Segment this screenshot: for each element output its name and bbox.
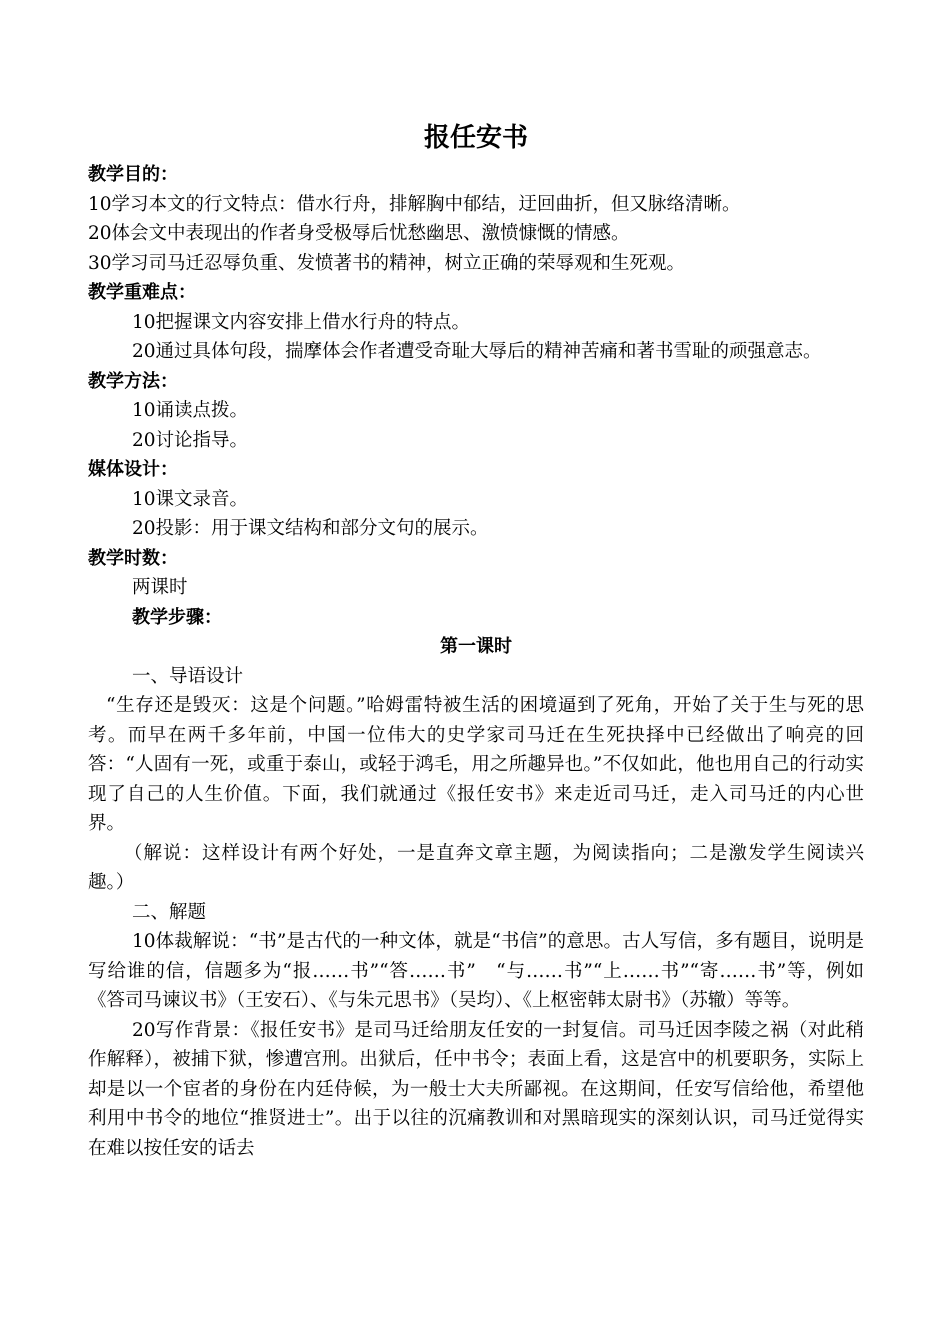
objective-3: 30学习司马迁忍辱负重、发愤著书的精神，树立正确的荣辱观和生死观。	[88, 252, 686, 274]
methods-heading: 教学方法：	[88, 370, 178, 392]
hours-value: 两课时	[132, 577, 188, 598]
steps-heading: 教学步骤：	[132, 606, 222, 628]
background-paragraph: 20写作背景：《报任安书》是司马迁给朋友任安的一封复信。司马迁因李陵之祸（对此稍作解释），被捕下狱，惨遭宫刑。出狱后，任中书令；表面上看，这是宫中的机要职务，实际上却是以一个宦者的身份在内廷侍候，为一般士大夫所鄙视。在这期间，任安写信给他，希望他利用中书令的地位“推贤进士”。出于以往的沉痛教训和对黑暗现实的深刻认识，司马迁觉得实在难以按任安的话去	[88, 1019, 864, 1159]
document-title: 报任安书	[423, 123, 528, 153]
intro-paragraph: “生存还是毁灭：这是个问题。”哈姆雷特被生活的困境逼到了死角，开始了关于生与死的思考。而早在两千多年前，中国一位伟大的史学家司马迁在生死抉择中已经做出了响亮的回答：“人固有一死，或重于泰山，或轻于鸿毛，用之所趣异也。”不仅如此，他也用自己的行动实现了自己的人生价值。下面，我们就通过《报任安书》来走近司马迁，走入司马迁的内心世界。	[88, 695, 864, 834]
lesson-1-heading: 第一课时	[440, 636, 512, 657]
keypoint-1: 10把握课文内容安排上借水行舟的特点。	[132, 311, 471, 333]
keypoint-2: 20通过具体句段，揣摩体会作者遭受奇耻大辱后的精神苦痛和著书雪耻的顽强意志。	[132, 341, 822, 362]
section-2-heading: 二、解题	[132, 901, 207, 923]
objective-1: 10学习本文的行文特点：借水行舟，排解胸中郁结，迂回曲折，但又脉络清晰。	[88, 193, 741, 215]
media-2: 20投影：用于课文结构和部分文句的展示。	[132, 518, 489, 539]
hours-heading: 教学时数：	[88, 547, 178, 569]
document-page	[88, 118, 864, 1163]
objective-2: 20体会文中表现出的作者身受极辱后忧愁幽思、激愤慷慨的情感。	[88, 223, 630, 244]
media-heading: 媒体设计：	[88, 459, 178, 480]
genre-paragraph: 10体裁解说：“书”是古代的一种文体，就是“书信”的意思。古人写信，多有题目，说明是写给谁的信，信题多为“报……书”“答……书” “与……书”“上……书”“寄……书”等，例如《答司马谏议书》（王安石）、《与朱元思书》（吴均）、《上枢密韩太尉书》（苏辙）等等。	[88, 931, 864, 1011]
objectives-heading: 教学目的：	[88, 164, 178, 185]
method-2: 20讨论指导。	[132, 429, 249, 451]
keypoints-heading: 教学重难点：	[88, 282, 196, 303]
note-paragraph: （解说：这样设计有两个好处，一是直奔文章主题，为阅读指向；二是激发学生阅读兴趣。）	[88, 842, 864, 893]
media-1: 10课文录音。	[132, 488, 249, 510]
section-1-heading: 一、导语设计	[132, 665, 244, 687]
method-1: 10诵读点拨。	[132, 400, 249, 421]
